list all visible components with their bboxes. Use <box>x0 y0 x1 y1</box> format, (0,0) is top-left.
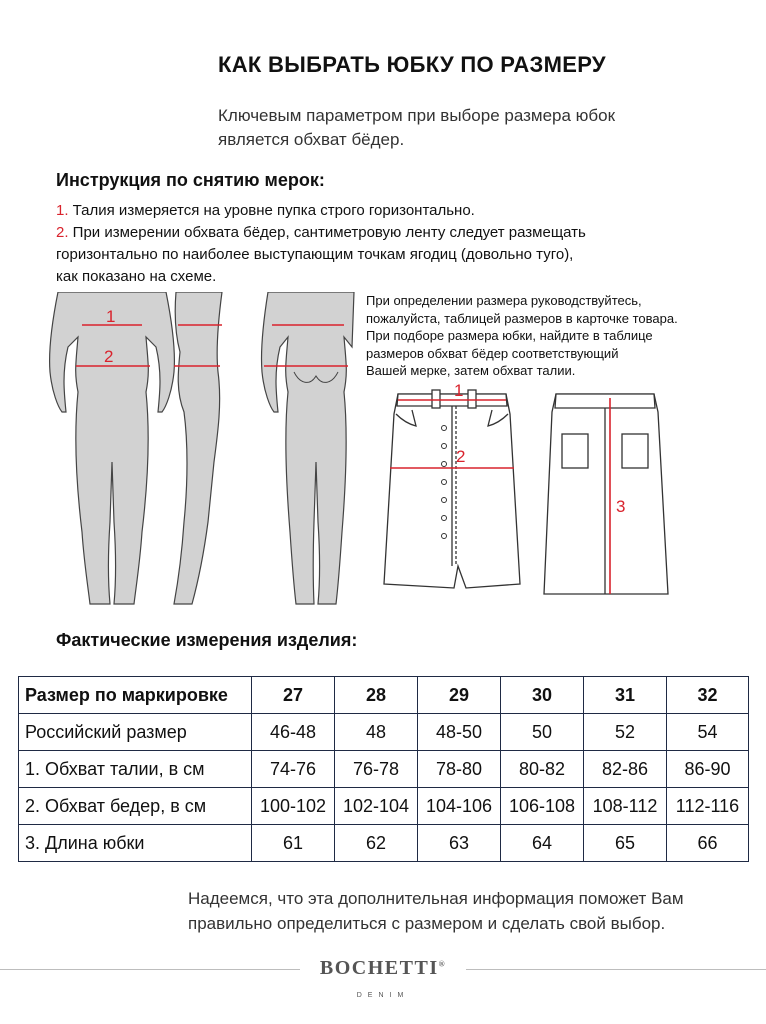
instruction-text-1: Талия измеряется на уровне пупка строго горизонтально. <box>68 202 475 219</box>
table-cell: 65 <box>584 825 667 862</box>
table-row <box>19 788 749 825</box>
outro-line-1: Надеемся, что эта дополнительная информация поможет Вам <box>188 889 684 908</box>
table-cell: 76-78 <box>335 751 418 788</box>
page-title: КАК ВЫБРАТЬ ЮБКУ ПО РАЗМЕРУ <box>218 52 606 77</box>
size-table <box>18 676 749 862</box>
table-cell: 48-50 <box>418 714 501 751</box>
table-header-row <box>19 677 749 714</box>
skirt-waist-label: 1 <box>454 381 464 400</box>
size-cell: 32 <box>667 677 749 714</box>
table-cell: 66 <box>667 825 749 862</box>
instruction-number-1: 1. <box>56 202 69 219</box>
table-row <box>19 825 749 862</box>
outro-text <box>188 886 748 936</box>
table-cell: 52 <box>584 714 667 751</box>
skirt-back-illustration <box>540 390 670 602</box>
outro-line-2: правильно определиться с размером и сделать свой выбор. <box>188 914 666 933</box>
table-row <box>19 751 749 788</box>
table-cell: 112-116 <box>667 788 749 825</box>
fact-heading: Фактические измерения изделия: <box>56 630 358 650</box>
advice-line-4: размеров обхват бёдер соответствующий <box>366 345 619 361</box>
instruction-item-2 <box>56 222 736 244</box>
skirt-front-illustration <box>382 380 522 600</box>
table-cell: 62 <box>335 825 418 862</box>
table-cell: 50 <box>501 714 584 751</box>
instruction-text-2c: как показано на схеме. <box>56 268 217 285</box>
row-label: 2. Обхват бедер, в см <box>19 788 252 825</box>
table-cell: 102-104 <box>335 788 418 825</box>
brand-subtitle: DENIM <box>356 992 410 999</box>
table-cell: 46-48 <box>252 714 335 751</box>
body-hips-label: 2 <box>104 347 114 366</box>
advice-line-5: Вашей мерке, затем обхват талии. <box>366 363 576 379</box>
table-cell: 61 <box>252 825 335 862</box>
row-label: 1. Обхват талии, в см <box>19 751 252 788</box>
table-cell: 78-80 <box>418 751 501 788</box>
table-cell: 63 <box>418 825 501 862</box>
table-cell: 82-86 <box>584 751 667 788</box>
table-cell: 64 <box>501 825 584 862</box>
intro-line-2: является обхват бёдер. <box>218 130 405 149</box>
size-cell: 31 <box>584 677 667 714</box>
advice-line-1: При определении размера руководствуйтесь, <box>366 293 642 308</box>
size-cell: 30 <box>501 677 584 714</box>
table-cell: 48 <box>335 714 418 751</box>
table-cell: 106-108 <box>501 788 584 825</box>
advice-line-2: пожалуйста, таблицей размеров в карточке товара. <box>366 310 678 326</box>
instructions-list <box>56 200 736 288</box>
table-row <box>19 714 749 751</box>
size-cell: 27 <box>252 677 335 714</box>
row-label: Российский размер <box>19 714 252 751</box>
body-back-figure <box>261 292 354 604</box>
advice-text <box>366 292 751 380</box>
header-label-cell: Размер по маркировке <box>19 677 252 714</box>
table-cell: 54 <box>667 714 749 751</box>
brand-registered-mark: ® <box>438 959 447 969</box>
row-label: 3. Длина юбки <box>19 825 252 862</box>
table-cell: 74-76 <box>252 751 335 788</box>
intro-text <box>218 104 718 152</box>
skirt-hips-label: 2 <box>456 447 466 466</box>
body-front-figure <box>50 292 175 604</box>
table-cell: 100-102 <box>252 788 335 825</box>
table-cell: 80-82 <box>501 751 584 788</box>
size-cell: 28 <box>335 677 418 714</box>
instruction-text-2b: горизонтально по наиболее выступающим точкам ягодиц (довольно туго), <box>56 246 574 263</box>
advice-line-3: При подборе размера юбки, найдите в таблице <box>366 328 653 344</box>
table-cell: 108-112 <box>584 788 667 825</box>
instruction-item-1 <box>56 200 736 222</box>
table-cell: 104-106 <box>418 788 501 825</box>
instructions-heading: Инструкция по снятию мерок: <box>56 170 325 190</box>
brand-name: BOCHETTI <box>319 957 439 979</box>
table-cell: 86-90 <box>667 751 749 788</box>
instruction-number-2: 2. <box>56 224 69 241</box>
body-measurement-illustration <box>38 292 358 612</box>
skirt-length-label: 3 <box>616 497 626 516</box>
body-side-figure <box>174 292 222 604</box>
body-waist-label: 1 <box>106 307 116 326</box>
instruction-text-2a: При измерении обхвата бёдер, сантиметровую ленту следует размещать <box>68 224 586 241</box>
size-cell: 29 <box>418 677 501 714</box>
brand-logo <box>0 957 766 980</box>
intro-line-1: Ключевым параметром при выборе размера юбок <box>218 106 616 125</box>
